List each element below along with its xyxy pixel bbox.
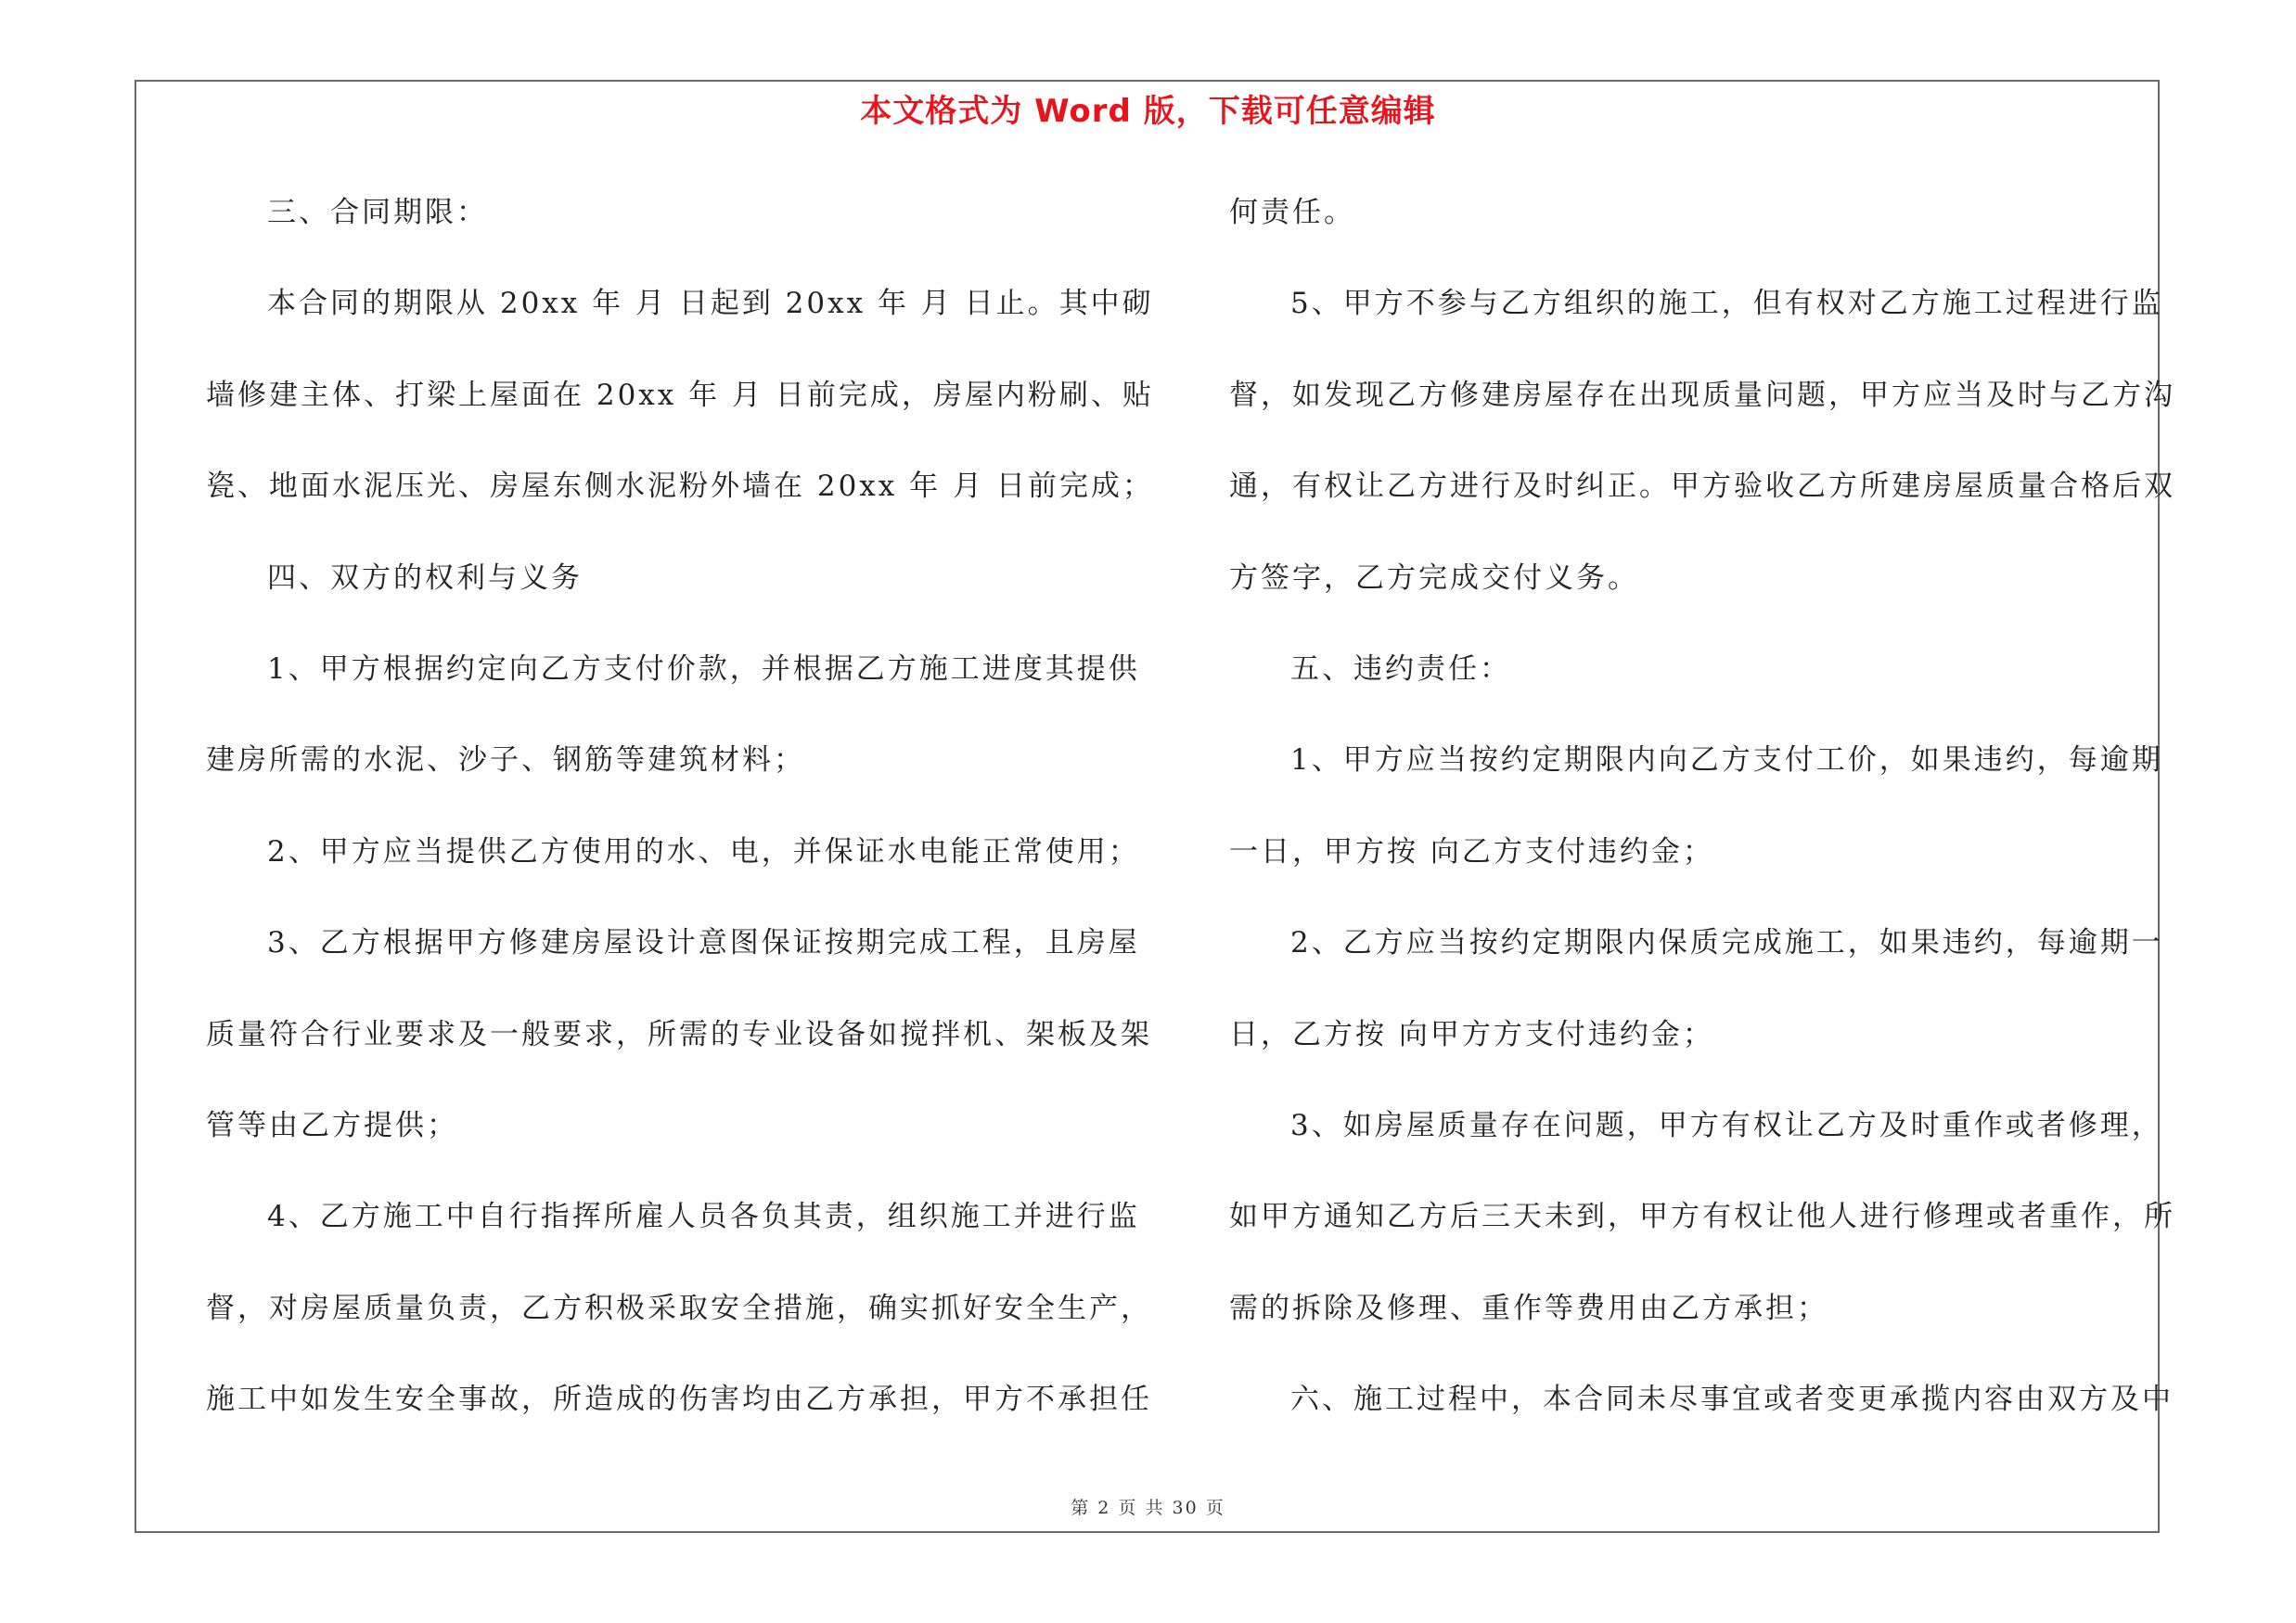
text-line: 5、甲方不参与乙方组织的施工，但有权对乙方施工过程进行监 — [1290, 287, 2163, 321]
text-line: 督，如发现乙方修建房屋存在出现质量问题，甲方应当及时与乙方沟 — [1229, 378, 2175, 412]
page-number-footer: 第 2 页 共 30 页 — [1071, 1498, 1225, 1518]
text-line: 何责任。 — [1229, 196, 1355, 229]
text-line: 建房所需的水泥、沙子、钢筋等建筑材料； — [206, 743, 805, 778]
right-text-column — [1229, 181, 2175, 1459]
left-text-column — [206, 181, 1154, 1459]
text-line: 2、乙方应当按约定期限内保质完成施工，如果违约，每逾期一 — [1290, 926, 2163, 960]
text-line: 2、甲方应当提供乙方使用的水、电，并保证水电能正常使用； — [267, 834, 1140, 869]
text-line: 三、合同期限： — [267, 196, 488, 229]
text-line: 方签字，乙方完成交付义务。 — [1229, 560, 1639, 595]
text-line: 瓷、地面水泥压光、房屋东侧水泥粉外墙在 20xx 年 月 日前完成； — [206, 470, 1154, 504]
text-line: 六、施工过程中，本合同未尽事宜或者变更承揽内容由双方及中 — [1290, 1383, 2174, 1417]
editable-format-banner: 本文格式为 Word 版，下载可任意编辑 — [860, 93, 1436, 130]
text-line: 四、双方的权利与义务 — [267, 560, 583, 595]
text-line: 质量符合行业要求及一般要求，所需的专业设备如搅拌机、架板及架 — [206, 1017, 1152, 1051]
text-line: 施工中如发生安全事故，所造成的伤害均由乙方承担，甲方不承担任 — [206, 1383, 1152, 1417]
text-line: 通，有权让乙方进行及时纠正。甲方验收乙方所建房屋质量合格后双 — [1229, 470, 2175, 504]
text-line: 1、甲方应当按约定期限内向乙方支付工价，如果违约，每逾期 — [1290, 743, 2163, 778]
text-line: 1、甲方根据约定向乙方支付价款，并根据乙方施工进度其提供 — [267, 651, 1140, 686]
text-line: 管等由乙方提供； — [206, 1108, 458, 1142]
text-line: 3、乙方根据甲方修建房屋设计意图保证按期完成工程，且房屋 — [267, 926, 1140, 960]
text-line: 日，乙方按 向甲方方支付违约金； — [1229, 1017, 1714, 1051]
text-line: 4、乙方施工中自行指挥所雇人员各负其责，组织施工并进行监 — [267, 1200, 1140, 1234]
text-line: 五、违约责任： — [1290, 651, 1511, 686]
text-line: 3、如房屋质量存在问题，甲方有权让乙方及时重作或者修理， — [1290, 1108, 2163, 1142]
text-line: 督，对房屋质量负责，乙方积极采取安全措施，确实抓好安全生产， — [206, 1291, 1152, 1325]
text-line: 本合同的期限从 20xx 年 月 日起到 20xx 年 月 日止。其中砌 — [267, 287, 1154, 321]
text-line: 一日，甲方按 向乙方支付违约金； — [1229, 834, 1714, 869]
text-line: 墙修建主体、打梁上屋面在 20xx 年 月 日前完成，房屋内粉刷、贴 — [206, 378, 1154, 412]
text-line: 需的拆除及修理、重作等费用由乙方承担； — [1229, 1291, 1828, 1325]
text-line: 如甲方通知乙方后三天未到，甲方有权让他人进行修理或者重作，所 — [1229, 1200, 2175, 1234]
